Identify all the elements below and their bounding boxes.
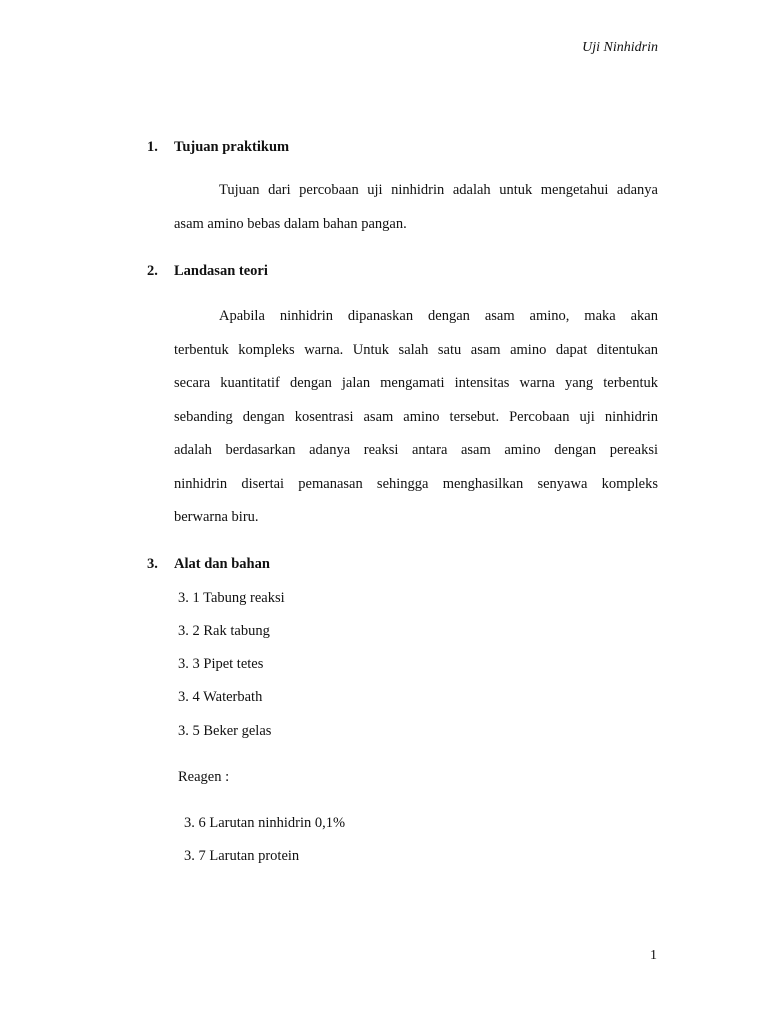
list-item: 3. 3 Pipet tetes bbox=[178, 656, 264, 672]
paragraph-line: secara kuantitatif dengan jalan mengamati intensitas warna yang terbentuk bbox=[174, 375, 658, 391]
paragraph-line: terbentuk kompleks warna. Untuk salah satu asam amino dapat ditentukan bbox=[174, 341, 658, 358]
reagent-label: Reagen : bbox=[178, 769, 230, 785]
paragraph-line: sebanding dengan kosentrasi asam amino tersebut. Percobaan uji ninhidrin bbox=[174, 408, 658, 425]
page-number: 1 bbox=[650, 948, 657, 963]
section-1-title: Tujuan praktikum bbox=[174, 139, 290, 155]
list-item: 3. 5 Beker gelas bbox=[178, 723, 272, 739]
section-1-number: 1. bbox=[147, 139, 158, 155]
list-item: 3. 2 Rak tabung bbox=[178, 623, 270, 639]
section-2-title: Landasan teori bbox=[174, 263, 268, 279]
paragraph-line: Tujuan dari percobaan uji ninhidrin adalah untuk mengetahui adanya bbox=[219, 182, 658, 198]
section-3-number: 3. bbox=[147, 556, 158, 572]
list-item: 3. 4 Waterbath bbox=[178, 689, 263, 705]
section-1-paragraph bbox=[174, 174, 658, 241]
section-3-title: Alat dan bahan bbox=[174, 556, 270, 572]
running-header: Uji Ninhidrin bbox=[582, 40, 658, 55]
paragraph-line: adalah berdasarkan adanya reaksi antara asam amino dengan pereaksi bbox=[174, 442, 658, 458]
section-2-number: 2. bbox=[147, 263, 158, 279]
reagent-item: 3. 7 Larutan protein bbox=[184, 848, 300, 864]
list-item: 3. 1 Tabung reaksi bbox=[178, 590, 285, 606]
paragraph-line: Apabila ninhidrin dipanaskan dengan asam amino, maka akan bbox=[219, 308, 658, 324]
paragraph-line: asam amino bebas dalam bahan pangan. bbox=[174, 215, 407, 232]
paragraph-line: ninhidrin disertai pemanasan sehingga menghasilkan senyawa kompleks bbox=[174, 475, 658, 492]
reagent-item: 3. 6 Larutan ninhidrin 0,1% bbox=[184, 815, 346, 831]
paragraph-line: berwarna biru. bbox=[174, 509, 259, 525]
section-2-paragraph bbox=[174, 300, 658, 535]
